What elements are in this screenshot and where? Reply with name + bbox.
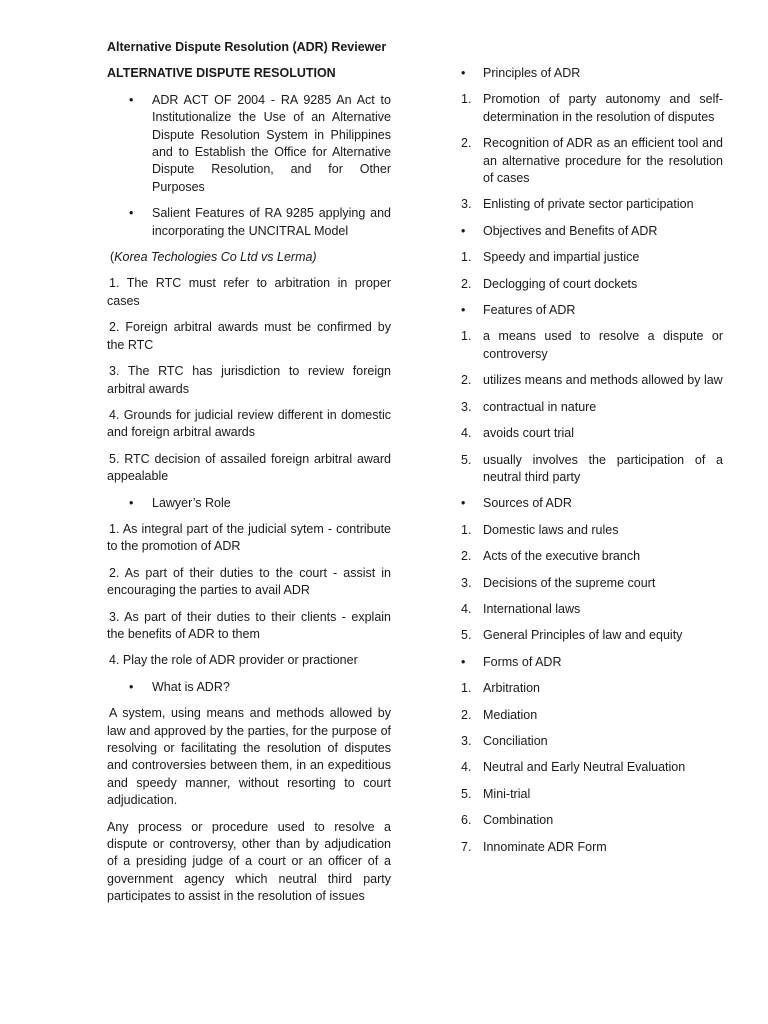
numbered-item	[461, 135, 723, 187]
numbered-item	[461, 276, 723, 293]
numbered-item	[461, 707, 723, 724]
definition-paragraph: A system, using means and methods allowed by law and approved by the parties, for the purpose of resolving or facilitating the resolution of disputes and controversies between them, in an expeditious and speedy manner, without resorting to court adjudication.	[107, 706, 391, 808]
item-text: Declogging of court dockets	[483, 276, 638, 291]
numbered-item	[461, 680, 723, 697]
bullet-item-what-is-adr	[107, 679, 391, 696]
case-citation	[107, 249, 391, 266]
item-number: 1.	[461, 329, 472, 344]
left-column	[107, 39, 391, 915]
section-bullet	[461, 302, 723, 319]
item-text: a means used to resolve a dispute or controversy	[483, 329, 723, 361]
numbered-item	[461, 91, 723, 126]
lawyer-item: 4. Play the role of ADR provider or practioner	[109, 653, 358, 668]
item-number: 1.	[461, 522, 472, 537]
item-text: utilizes means and methods allowed by law	[483, 373, 723, 388]
lawyer-item: 3. As part of their duties to their clients - explain the benefits of ADR to them	[107, 609, 391, 641]
numbered-item	[461, 249, 723, 266]
bullet-text: What is ADR?	[152, 679, 230, 694]
item-text: Arbitration	[483, 681, 540, 696]
item-text: Recognition of ADR as an efficient tool and an alternative procedure for the resolution of cases	[483, 136, 723, 186]
item-number: 1.	[461, 681, 472, 696]
numbered-item	[461, 786, 723, 803]
item-text: Speedy and impartial justice	[483, 250, 640, 265]
bullet-text: Salient Features of RA 9285 applying and incorporating the UNCITRAL Model	[152, 206, 391, 238]
item-number: 3.	[461, 733, 472, 748]
item-number: 4.	[461, 760, 472, 775]
item-text: Domestic laws and rules	[483, 522, 619, 537]
bullet-icon: •	[461, 303, 466, 318]
bullet-item	[107, 92, 391, 196]
numbered-item	[461, 839, 723, 856]
numbered-item	[461, 425, 723, 442]
bullet-text: Lawyer’s Role	[152, 495, 231, 510]
item-text: Enlisting of private sector participation	[483, 197, 694, 212]
numbered-item	[461, 627, 723, 644]
section-bullet-text: Principles of ADR	[483, 66, 581, 80]
item-text: Promotion of party autonomy and self-determination in the resolution of disputes	[483, 92, 723, 124]
case-name: Korea Techologies Co Ltd vs Lerma)	[114, 250, 317, 265]
numbered-item	[461, 522, 723, 539]
section-bullet-text: Features of ADR	[483, 303, 576, 318]
bullet-icon: •	[461, 223, 466, 238]
section-bullet-text: Objectives and Benefits of ADR	[483, 223, 658, 238]
item-text: Acts of the executive branch	[483, 549, 641, 564]
document-title: Alternative Dispute Resolution (ADR) Reviewer	[107, 40, 387, 54]
item-text: avoids court trial	[483, 426, 575, 441]
item-number: 4.	[461, 426, 472, 441]
right-column	[461, 65, 723, 865]
numbered-item	[461, 601, 723, 618]
item-number: 3.	[461, 399, 472, 414]
bullet-item	[107, 205, 391, 240]
bullet-text: ADR ACT OF 2004 - RA 9285 An Act to Institutionalize the Use of an Alternative Dispute Resolution System in Philippines and to Establish the Office for Alternative Dispute Resolution, and for Other Purposes	[152, 92, 391, 194]
section-bullet	[461, 495, 723, 512]
numbered-item	[461, 812, 723, 829]
item-text: Mini-trial	[483, 786, 531, 801]
numbered-item	[461, 196, 723, 213]
item-number: 4.	[461, 601, 472, 616]
item-text: Innominate ADR Form	[483, 839, 607, 854]
item-number: 5.	[461, 628, 472, 643]
item-number: 2.	[461, 549, 472, 564]
lawyer-item: 2. As part of their duties to the court - assist in encouraging the parties to avail ADR	[107, 565, 391, 598]
item-number: 2.	[461, 373, 472, 388]
bullet-icon: •	[461, 496, 466, 511]
item-text: Neutral and Early Neutral Evaluation	[483, 760, 686, 775]
case-item: 4. Grounds for judicial review different in domestic and foreign arbitral awards	[107, 407, 391, 440]
numbered-item	[461, 452, 723, 487]
section-bullet	[461, 223, 723, 240]
item-text: Decisions of the supreme court	[483, 575, 656, 590]
item-number: 2.	[461, 707, 472, 722]
section-heading: ALTERNATIVE DISPUTE RESOLUTION	[107, 66, 336, 81]
item-text: International laws	[483, 601, 581, 616]
numbered-item	[461, 372, 723, 389]
section-bullet-text: Sources of ADR	[483, 496, 572, 511]
item-number: 3.	[461, 197, 472, 212]
item-text: usually involves the participation of a neutral third party	[483, 452, 723, 484]
item-number: 7.	[461, 839, 472, 854]
bullet-icon: •	[129, 495, 134, 510]
item-number: 2.	[461, 276, 472, 291]
bullet-icon: •	[129, 679, 134, 694]
numbered-item	[461, 548, 723, 565]
item-number: 5.	[461, 452, 472, 467]
numbered-item	[461, 575, 723, 592]
item-number: 3.	[461, 575, 472, 590]
item-number: 1.	[461, 250, 472, 265]
case-item: 2. Foreign arbitral awards must be confirmed by the RTC	[107, 320, 391, 352]
item-number: 2.	[461, 136, 472, 151]
item-text: General Principles of law and equity	[483, 628, 683, 643]
bullet-icon: •	[129, 92, 134, 107]
numbered-item	[461, 399, 723, 416]
lawyer-item: 1. As integral part of the judicial sytem - contribute to the promotion of ADR	[107, 521, 391, 554]
section-bullet	[461, 654, 723, 671]
definition-paragraph: Any process or procedure used to resolve a dispute or controversy, other than by adjudication of a presiding judge of a court or an officer of a government agency which neutral third party participates to assist in the resolution of issues	[107, 819, 391, 904]
bullet-icon: •	[129, 206, 134, 221]
numbered-item	[461, 759, 723, 776]
bullet-item-lawyer-role	[107, 495, 391, 512]
section-bullet	[461, 65, 723, 82]
bullet-icon: •	[461, 654, 466, 669]
item-text: contractual in nature	[483, 399, 597, 414]
item-text: Conciliation	[483, 733, 548, 748]
case-item: 3. The RTC has jurisdiction to review foreign arbitral awards	[107, 364, 391, 396]
case-item: 5. RTC decision of assailed foreign arbitral award appealable	[107, 451, 391, 484]
item-number: 5.	[461, 786, 472, 801]
item-text: Mediation	[483, 707, 538, 722]
section-bullet-text: Forms of ADR	[483, 654, 562, 669]
numbered-item	[461, 328, 723, 363]
item-number: 6.	[461, 813, 472, 828]
case-open-paren: (	[110, 250, 115, 265]
case-item: 1. The RTC must refer to arbitration in proper cases	[107, 276, 391, 308]
bullet-icon: •	[461, 66, 466, 80]
numbered-item	[461, 733, 723, 750]
item-number: 1.	[461, 92, 472, 107]
item-text: Combination	[483, 813, 554, 828]
